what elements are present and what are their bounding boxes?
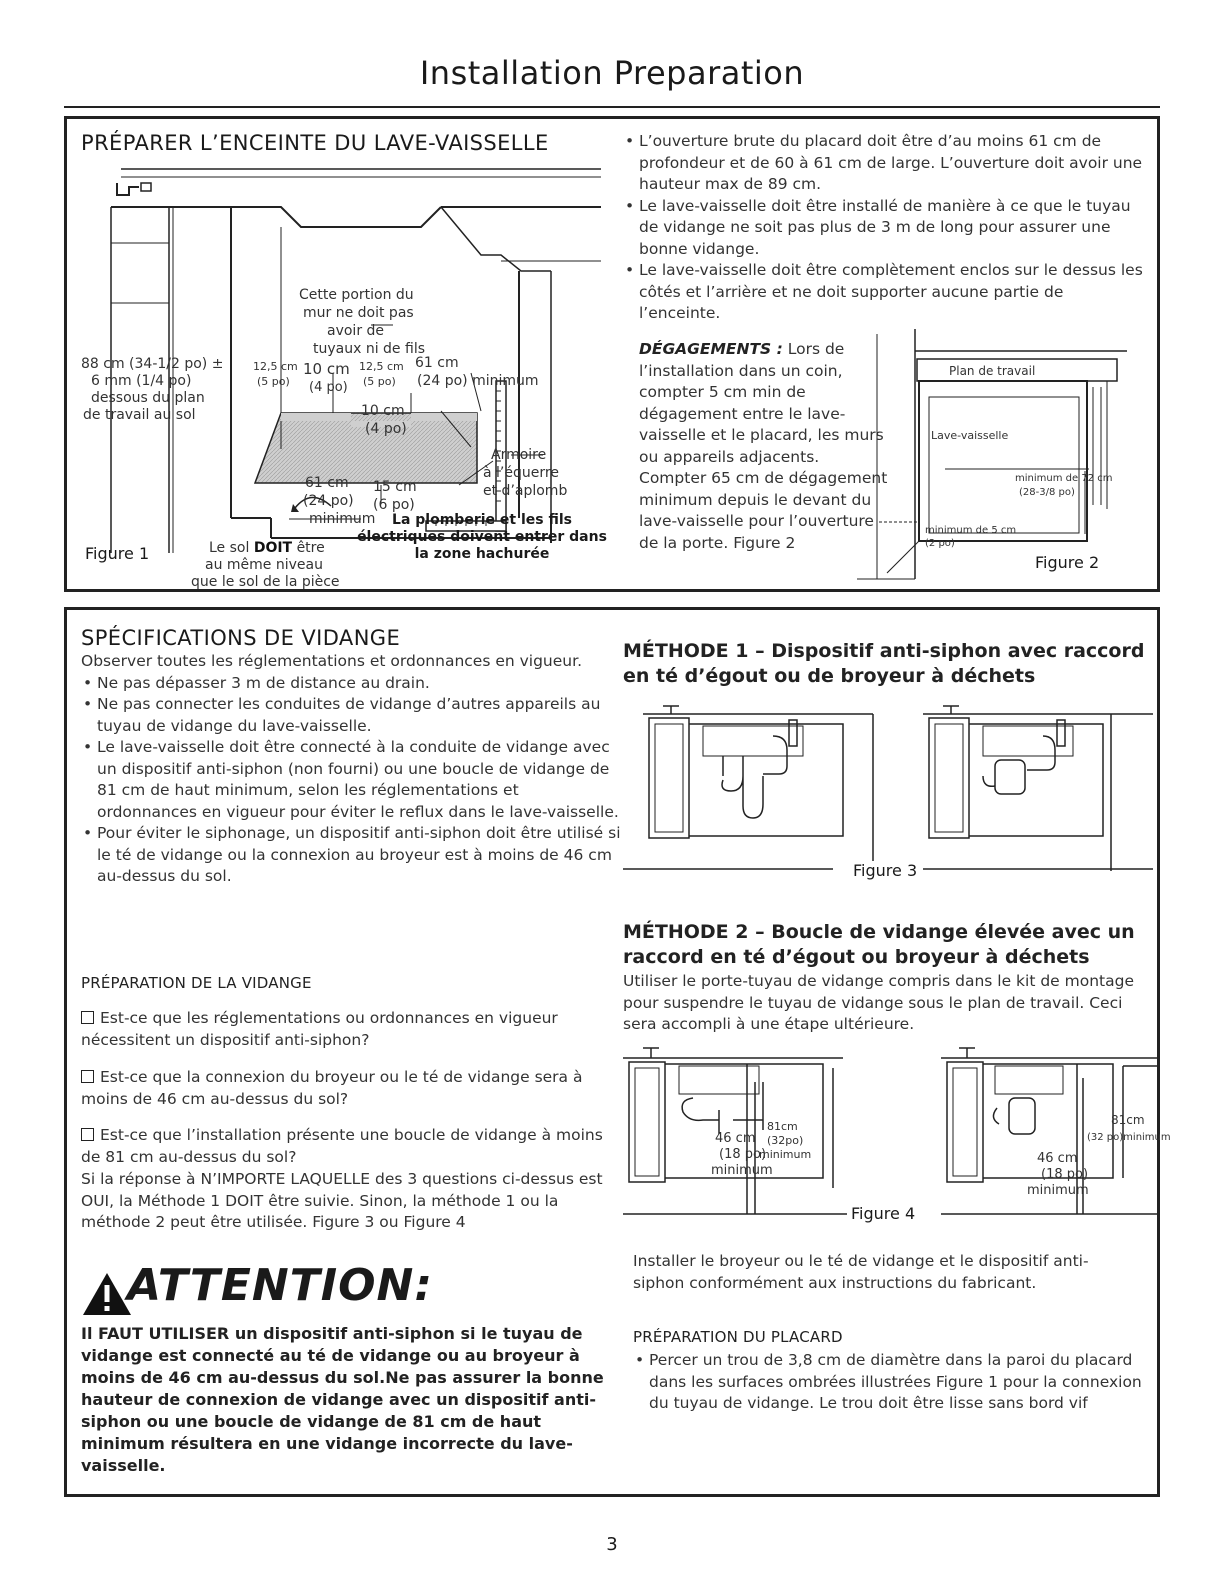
fig1-dim-4b: (4 po) [365, 421, 407, 437]
drain-section [64, 607, 1171, 1497]
fig4-left-32: (32po) [767, 1134, 804, 1147]
fig1-dim-24b: (24 po) [303, 493, 354, 509]
enclosure-bullet: • Le lave-vaisselle doit être complètement enclos sur le dessus les côtés et l’arrière et ne doit supporter aucune partie de l’enceinte. [623, 260, 1143, 325]
fig1-dim-6: (6 po) [373, 497, 415, 513]
drain-specs-intro: Observer toutes les réglementations et ordonnances en vigueur. [81, 652, 582, 670]
fig1-plumbing-note [357, 512, 607, 563]
checkbox-icon[interactable] [81, 1070, 94, 1083]
fig1-dim-4a: (4 po) [309, 380, 348, 395]
method1-heading: MÉTHODE 1 – Dispositif anti-siphon avec raccord en té d’égout ou de broyeur à déchets [623, 640, 1145, 687]
figure-2-diagram [857, 329, 1157, 589]
enclosure-bullet: • L’ouverture brute du placard doit être d’au moins 61 cm de profondeur et de 60 à 61 cm de large. L’ouverture doit avoir une hauteur max de 89 cm. [623, 131, 1143, 196]
fig1-height-note-4: de travail au sol [83, 407, 196, 423]
fig1-dim-61b: 61 cm [305, 475, 349, 491]
enclosure-bullets [623, 131, 1143, 325]
fig2-min72-in: (28-3/8 po) [1019, 487, 1075, 498]
fig1-floor-note-1: Le sol DOIT être [209, 540, 325, 556]
clearances-label: DÉGAGEMENTS : [639, 340, 783, 358]
figure-4-caption: Figure 4 [847, 1204, 919, 1223]
fig4-left-81: 81cm [767, 1120, 798, 1133]
drain-specs-bullet: • Ne pas connecter les conduites de vidange d’autres appareils au tuyau de vidange du lave-vaisselle. [81, 694, 621, 737]
figure-3-caption: Figure 3 [849, 861, 921, 880]
drain-prep-heading: PRÉPARATION DE LA VIDANGE [81, 974, 312, 992]
cabinet-prep-bullet [633, 1350, 1153, 1415]
fig4-right-46: 46 cm [1037, 1151, 1078, 1166]
fig4-left-18: (18 po) [719, 1147, 767, 1162]
fig1-dim-125b: 12,5 cm [359, 360, 404, 373]
enclosure-bullet: • Le lave-vaisselle doit être installé de manière à ce que le tuyau de vidange ne soit pas plus de 3 m de long pour assurer une bonne vidange. [623, 196, 1143, 261]
fig1-wall-note-2: mur ne doit pas [303, 305, 414, 321]
fig1-plumbing-3: la zone hachurée [414, 546, 550, 562]
drain-prep-check-text: Est-ce que l’installation présente une boucle de vidange à moins de 81 cm au-dessus du sol? [81, 1126, 603, 1166]
fig1-plumbing-2: électriques doivent entrer dans [357, 529, 607, 545]
fig1-height-note-2: 6 mm (1/4 po) [91, 373, 192, 389]
fig1-wall-note-1: Cette portion du [299, 287, 414, 303]
drain-prep-check-2[interactable] [81, 1067, 611, 1110]
drain-specs-bullet: • Le lave-vaisselle doit être connecté à la conduite de vidange avec un dispositif anti-siphon (non fourni) ou une boucle de vidange de 81 cm de haut minimum, selon les réglementations et ordonnances en vigueur pour éviter le reflux dans le lave-vaisselle. [81, 737, 621, 823]
clearances-text [639, 339, 889, 554]
fig4-left-min2: minimum [711, 1163, 773, 1178]
fig2-min72: minimum de 72 cm [1015, 473, 1113, 484]
fig1-dim-5a: (5 po) [257, 375, 290, 388]
drain-specs-heading: SPÉCIFICATIONS DE VIDANGE [81, 626, 401, 650]
cabinet-prep-heading: PRÉPARATION DU PLACARD [633, 1328, 843, 1346]
fig1-dim-61a: 61 cm [415, 355, 459, 371]
method2-heading: MÉTHODE 2 – Boucle de vidange élevée avec un raccord en té d’égout ou broyeur à déchets [623, 921, 1135, 968]
fig1-dim-5b: (5 po) [363, 375, 396, 388]
checkbox-icon[interactable] [81, 1011, 94, 1024]
fig1-dim-10b: 10 cm [361, 403, 405, 419]
fig1-armoire-2: à l’équerre [483, 465, 559, 481]
fig1-wall-note-3: avoir de [327, 323, 385, 339]
warning-triangle-icon [81, 1271, 133, 1317]
fig1-floor-note-3: au même niveau [205, 557, 323, 573]
figure-3-diagram [623, 696, 1153, 886]
figure-2-caption: Figure 2 [1035, 553, 1100, 572]
drain-prep-check-3[interactable] [81, 1125, 611, 1168]
drain-prep-check-text: Est-ce que la connexion du broyeur ou le té de vidange sera à moins de 46 cm au-dessus du sol? [81, 1068, 583, 1108]
drain-prep-check-1[interactable] [81, 1008, 611, 1051]
fig4-left-46: 46 cm [715, 1131, 756, 1146]
drain-specs-body [81, 651, 621, 888]
fig1-dim-10: 10 cm [303, 360, 350, 378]
cabinet-prep-bullet-text: • Percer un trou de 3,8 cm de diamètre dans la paroi du placard dans les surfaces ombrées illustrées Figure 1 pour la connexion du tuyau de vidange. Le trou doit être lisse sans bord vif [633, 1350, 1153, 1415]
fig2-min5: minimum de 5 cm [925, 525, 1017, 536]
fig1-height-note-3: dessous du plan [91, 390, 205, 406]
install-note: Installer le broyeur ou le té de vidange et le dispositif anti-siphon conformément aux instructions du fabricant. [633, 1252, 1089, 1292]
checkbox-icon[interactable] [81, 1128, 94, 1141]
attention-title: ATTENTION: [127, 1260, 433, 1311]
fig1-floor-note-4: que le sol de la pièce [191, 574, 340, 590]
fig1-wall-note-4: tuyaux ni de fils [313, 341, 425, 357]
drain-specs-bullet: • Pour éviter le siphonage, un dispositif anti-siphon doit être utilisé si le té de vidange ou la connexion au broyeur est à moins de 46 cm au-dessus du sol. [81, 823, 621, 888]
fig2-countertop: Plan de travail [949, 364, 1036, 378]
drain-prep-conclusion: Si la réponse à N’IMPORTE LAQUELLE des 3 questions ci-dessus est OUI, la Méthode 1 DOIT être suivie. Sinon, la méthode 1 ou la méthode 2 peut être utilisée. Figure 3 ou Figure 4 [81, 1170, 603, 1231]
fig1-dim-15: 15 cm [373, 479, 417, 495]
fig1-armoire-3: et d’aplomb [483, 483, 568, 499]
fig1-height-note-1: 88 cm (34-1/2 po) ± [81, 356, 224, 372]
fig1-dim-125a: 12,5 cm [253, 360, 298, 373]
fig1-plumbing-1: La plomberie et les fils [392, 512, 572, 528]
title-rule [64, 106, 1160, 108]
enclosure-heading: PRÉPARER L’ENCEINTE DU LAVE-VAISSELLE [81, 131, 549, 155]
enclosure-section [64, 116, 1160, 592]
drain-prep-check-text: Est-ce que les réglementations ou ordonnances en vigueur nécessitent un dispositif anti-siphon? [81, 1009, 558, 1049]
fig2-min5-in: (2 po) [925, 538, 955, 549]
fig1-armoire-1: Armoire [491, 447, 547, 463]
fig4-right-min: minimum [1027, 1183, 1089, 1198]
clearances-body: Lors de l’installation dans un coin, compter 5 cm min de dégagement entre le lave-vaisselle et le placard, les murs ou appareils adjacents. Compter 65 cm de dégagement minimum depuis le devant du lave-vaisselle pour l’ouverture de la porte. Figure 2 [639, 340, 888, 552]
drain-specs-bullet: • Ne pas dépasser 3 m de distance au drain. [81, 673, 621, 695]
method2-text: Utiliser le porte-tuyau de vidange compris dans le kit de montage pour suspendre le tuyau de vidange sous le plan de travail. Ceci sera accompli à une étape ultérieure. [623, 972, 1134, 1033]
fig4-left-min: minimum [759, 1148, 812, 1161]
fig4-right-81: 81cm [1111, 1113, 1145, 1127]
page-number: 3 [606, 1534, 618, 1555]
page-title: Installation Preparation [419, 54, 805, 92]
fig1-dim-24a: (24 po) minimum [417, 373, 539, 389]
fig1-dim-min: minimum [309, 511, 376, 527]
fig4-right-18: (18 po) [1041, 1167, 1089, 1182]
fig4-right-32: (32 po)minimum [1087, 1132, 1171, 1143]
figure-4-diagram [623, 1038, 1171, 1228]
figure-1-caption: Figure 1 [85, 544, 150, 563]
attention-text: Il FAUT UTILISER un dispositif anti-siphon si le tuyau de vidange est connecté au té de vidange ou au broyeur à moins de 46 cm au-dessus du sol.Ne pas assurer la bonne hauteur de connexion de vidange avec un dispositif anti-siphon ou une boucle de vidange de 81 cm de haut minimum résultera en une vidange incorrecte du lave-vaisselle. [81, 1324, 604, 1475]
fig2-dishwasher: Lave-vaisselle [931, 429, 1009, 442]
